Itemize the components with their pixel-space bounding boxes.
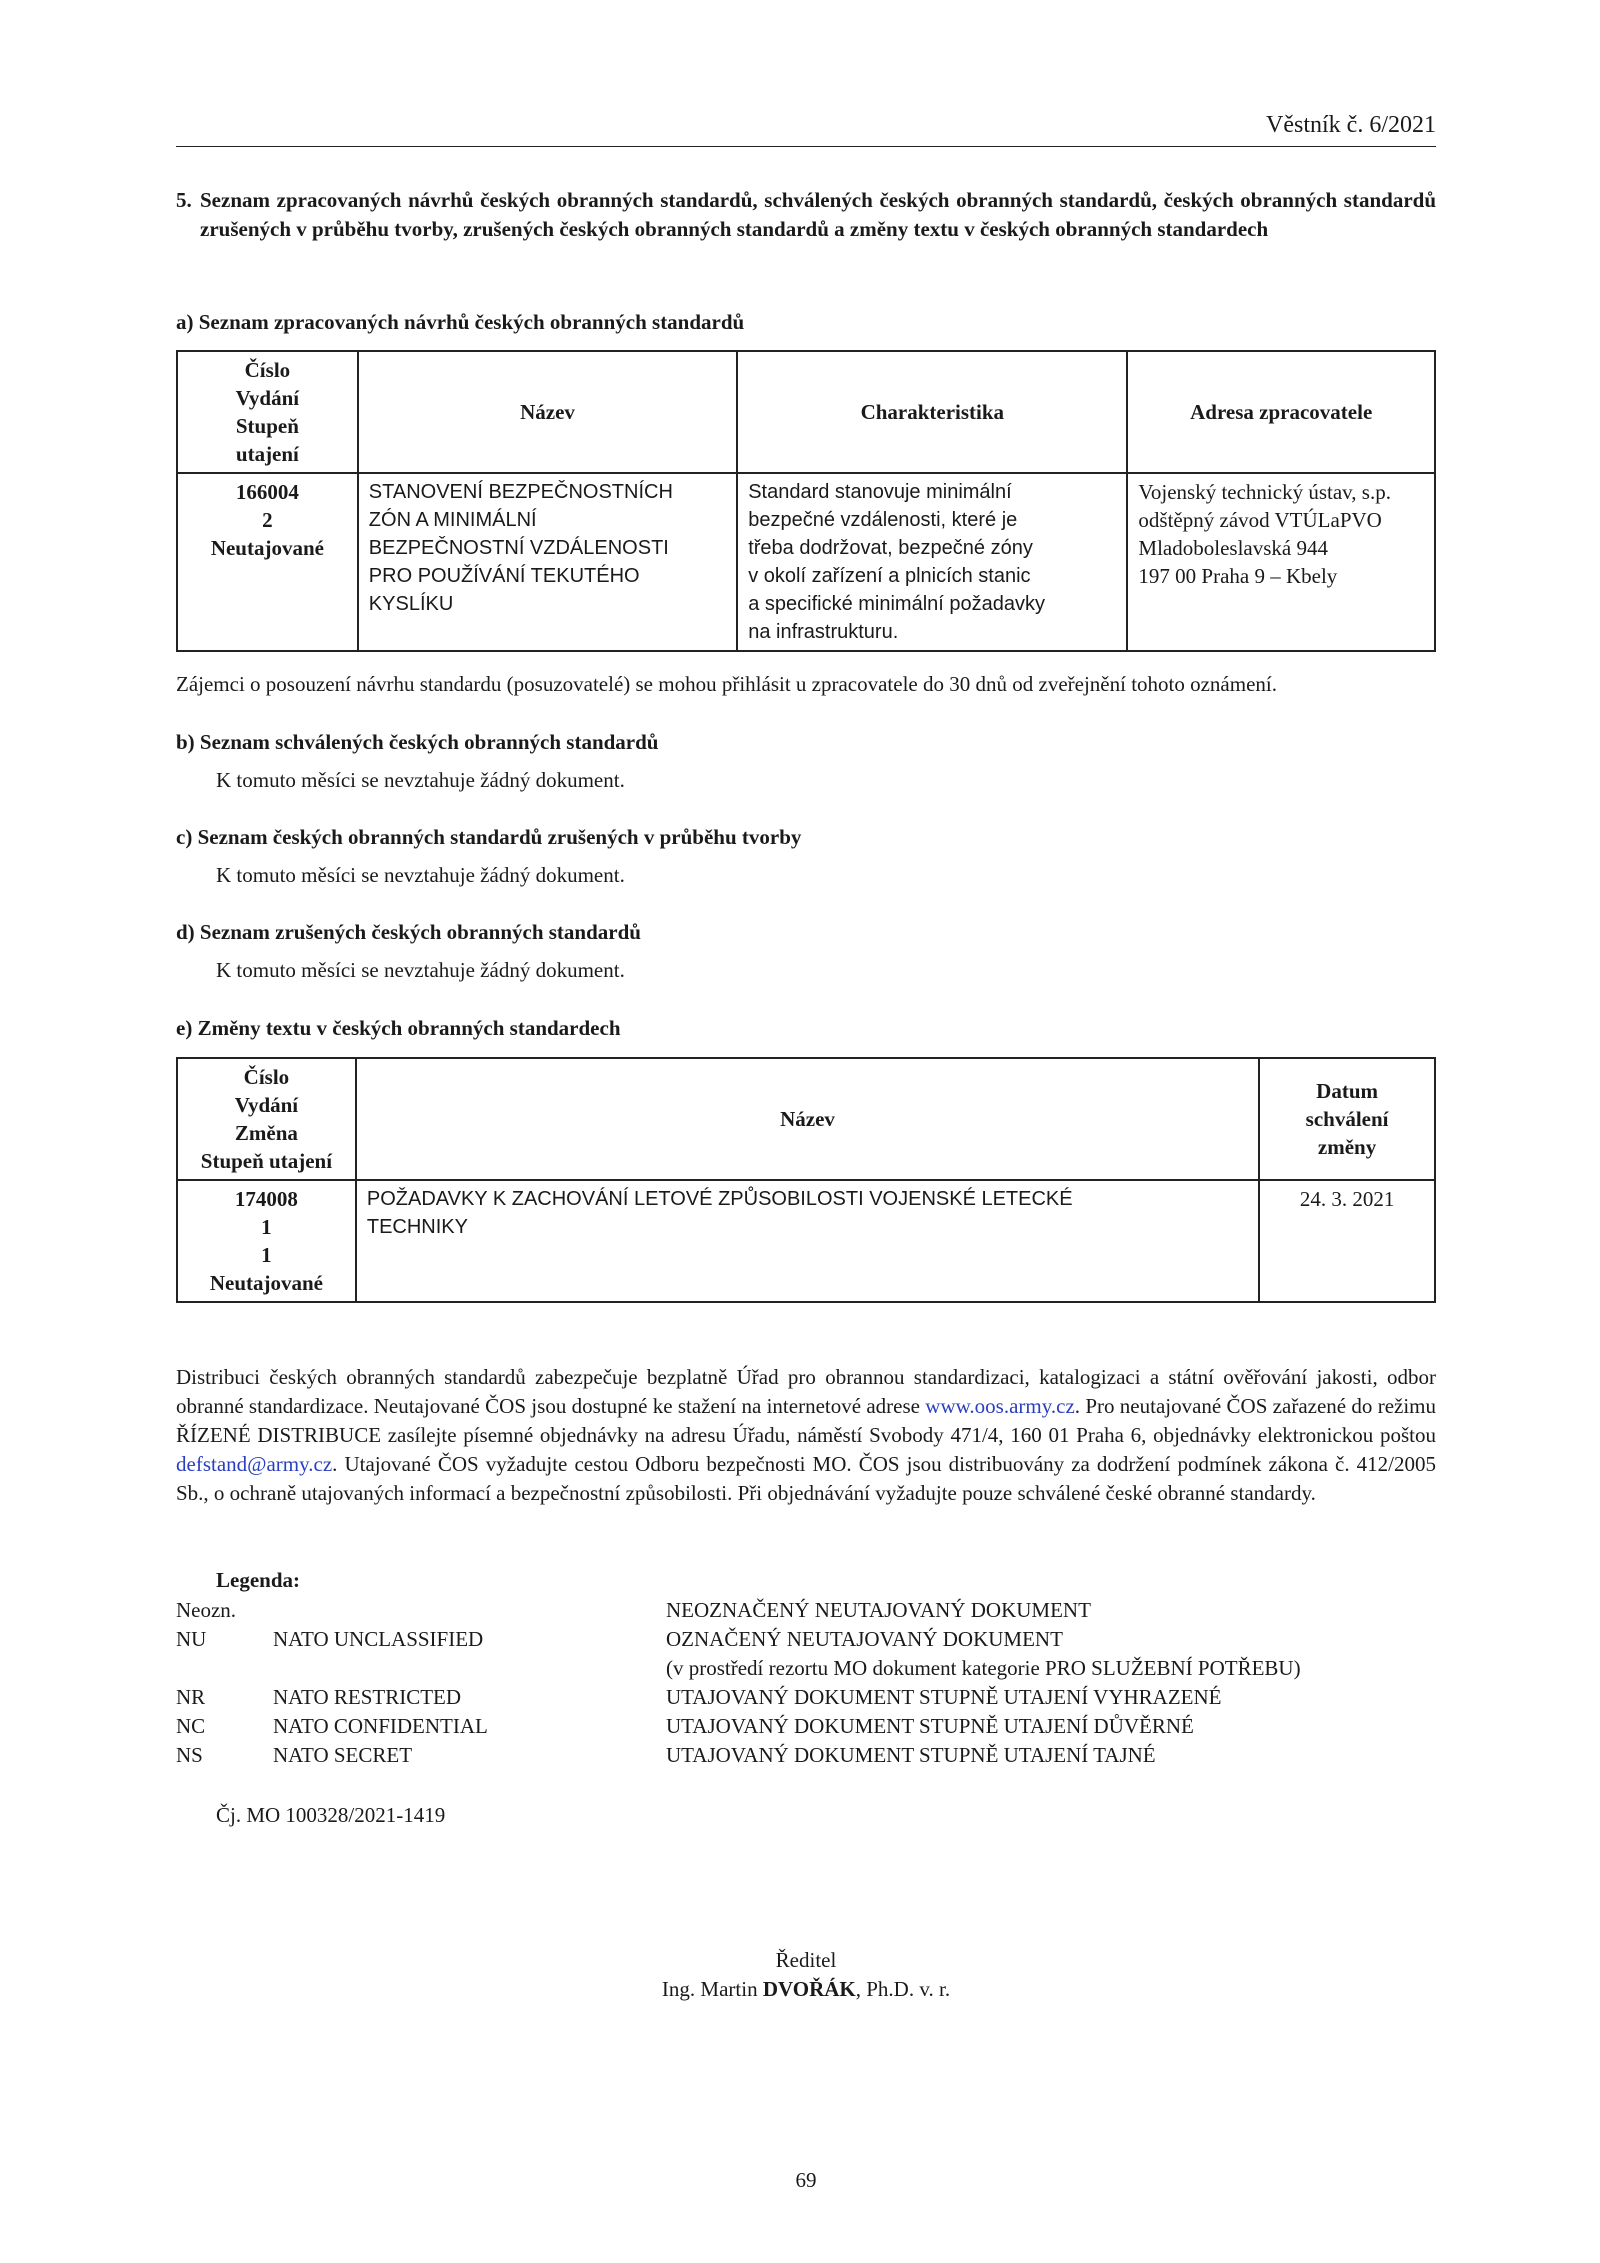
part-c-note: K tomuto měsíci se nevztahuje žádný dokument. — [216, 863, 625, 887]
draft-standards-table — [176, 350, 1436, 652]
page-number: 69 — [795, 2168, 817, 2192]
cell-approval-date: 24. 3. 2021 — [1259, 1180, 1435, 1302]
section-number: 5. — [176, 188, 192, 212]
reviewer-note: Zájemci o posouzení návrhu standardu (posuzovatelé) se mohou přihlásit u zpracovatele do 30 dnů od zveřejnění tohoto oznámení. — [176, 672, 1277, 696]
cell-name: POŽADAVKY K ZACHOVÁNÍ LETOVÉ ZPŮSOBILOSTI VOJENSKÉ LETECKÉ TECHNIKY — [356, 1180, 1259, 1302]
legend-row: (v prostředí rezortu MO dokument kategorie PRO SLUŽEBNÍ POTŘEBU) — [666, 1656, 1301, 1680]
part-b-note: K tomuto měsíci se nevztahuje žádný dokument. — [216, 768, 625, 792]
legend-row: NC NATO CONFIDENTIAL UTAJOVANÝ DOKUMENT STUPNĚ UTAJENÍ DŮVĚRNÉ — [176, 1714, 1194, 1738]
reference-number: Čj. MO 100328/2021-1419 — [216, 1803, 446, 1827]
header-name: Název — [356, 1058, 1259, 1180]
cell-id: 166004 2 Neutajované — [177, 473, 358, 651]
legend-row: NR NATO RESTRICTED UTAJOVANÝ DOKUMENT STUPNĚ UTAJENÍ VYHRAZENÉ — [176, 1685, 1222, 1709]
text-changes-table — [176, 1057, 1436, 1303]
distribution-paragraph: Distribuci českých obranných standardů zabezpečuje bezplatně Úřad pro obrannou standardizaci, katalogizaci a státní ověřování jakosti, odbor obranné standardizace. Neutajované ČOS jsou dostupné ke stažení na internetové adrese www.oos.army.cz. Pro neutajované ČOS zařazené do režimu ŘÍZENÉ DISTRIBUCE zasílejte písemné objednávky na adresu Úřadu, náměstí Svobody 471/4, 160 01 Praha 6, objednávky elektronickou poštou defstand@army.cz. Utajované ČOS vyžadujte cestou Odboru bezpečnosti MO. ČOS jsou distribuovány za dodržení podmínek zákona č. 412/2005 Sb., o ochraně utajovaných informací a bezpečnostní způsobilosti. Při objednávání vyžadujte pouze schválené české obranné standardy. — [176, 1365, 1437, 1505]
header-id: Číslo Vydání Změna Stupeň utajení — [177, 1058, 356, 1180]
cell-characteristics: Standard stanovuje minimální bezpečné vzdálenosti, které je třeba dodržovat, bezpečné zóny v okolí zařízení a plnicích stanic a specifické minimální požadavky na infrastrukturu. — [737, 473, 1127, 651]
signature-role: Ředitel — [775, 1948, 837, 1972]
part-a-heading: a) Seznam zpracovaných návrhů českých obranných standardů — [176, 310, 745, 334]
header-divider — [176, 146, 1436, 147]
part-b-heading: b) Seznam schválených českých obranných standardů — [176, 730, 659, 754]
header-name: Název — [358, 351, 737, 473]
legend-row: NU NATO UNCLASSIFIED OZNAČENÝ NEUTAJOVANÝ DOKUMENT — [176, 1627, 1063, 1651]
part-d-heading: d) Seznam zrušených českých obranných standardů — [176, 920, 641, 944]
header-id: Číslo Vydání Stupeň utajení — [177, 351, 358, 473]
section-title — [176, 186, 1436, 244]
table-header-row — [177, 1058, 1435, 1180]
legend-row: NS NATO SECRET UTAJOVANÝ DOKUMENT STUPNĚ UTAJENÍ TAJNÉ — [176, 1743, 1156, 1767]
part-d-note: K tomuto měsíci se nevztahuje žádný dokument. — [216, 958, 625, 982]
email-link[interactable]: defstand@army.cz — [176, 1452, 333, 1476]
part-e-heading: e) Změny textu v českých obranných standardech — [176, 1016, 621, 1040]
cell-id: 174008 1 1 Neutajované — [177, 1180, 356, 1302]
website-link[interactable]: www.oos.army.cz — [925, 1394, 1075, 1418]
header-address: Adresa zpracovatele — [1127, 351, 1435, 473]
table-header-row — [177, 351, 1435, 473]
cell-name: STANOVENÍ BEZPEČNOSTNÍCH ZÓN A MINIMÁLNÍ BEZPEČNOSTNÍ VZDÁLENOSTI PRO POUŽÍVÁNÍ TEKUTÉHO KYSLÍKU — [358, 473, 737, 651]
document-page — [176, 0, 1436, 2263]
header-characteristics: Charakteristika — [737, 351, 1127, 473]
signature-name: Ing. Martin DVOŘÁK, Ph.D. v. r. — [661, 1977, 951, 2001]
section-title-text: Seznam zpracovaných návrhů českých obranných standardů, schválených českých obranných standardů, českých obranných standardů zrušených v průběhu tvorby, zrušených českých obranných standardů a změny textu v českých obranných standardech — [200, 188, 1436, 241]
table-row — [177, 473, 1435, 651]
table-row — [177, 1180, 1435, 1302]
header-approval-date: Datum schválení změny — [1259, 1058, 1435, 1180]
cell-address: Vojenský technický ústav, s.p. odštěpný závod VTÚLaPVO Mladoboleslavská 944 197 00 Praha 9 – Kbely — [1127, 473, 1435, 651]
part-c-heading: c) Seznam českých obranných standardů zrušených v průběhu tvorby — [176, 825, 802, 849]
legend-title: Legenda: — [216, 1568, 300, 1592]
legend-row: Neozn. NEOZNAČENÝ NEUTAJOVANÝ DOKUMENT — [176, 1598, 1091, 1622]
bulletin-issue: Věstník č. 6/2021 — [1266, 112, 1436, 138]
